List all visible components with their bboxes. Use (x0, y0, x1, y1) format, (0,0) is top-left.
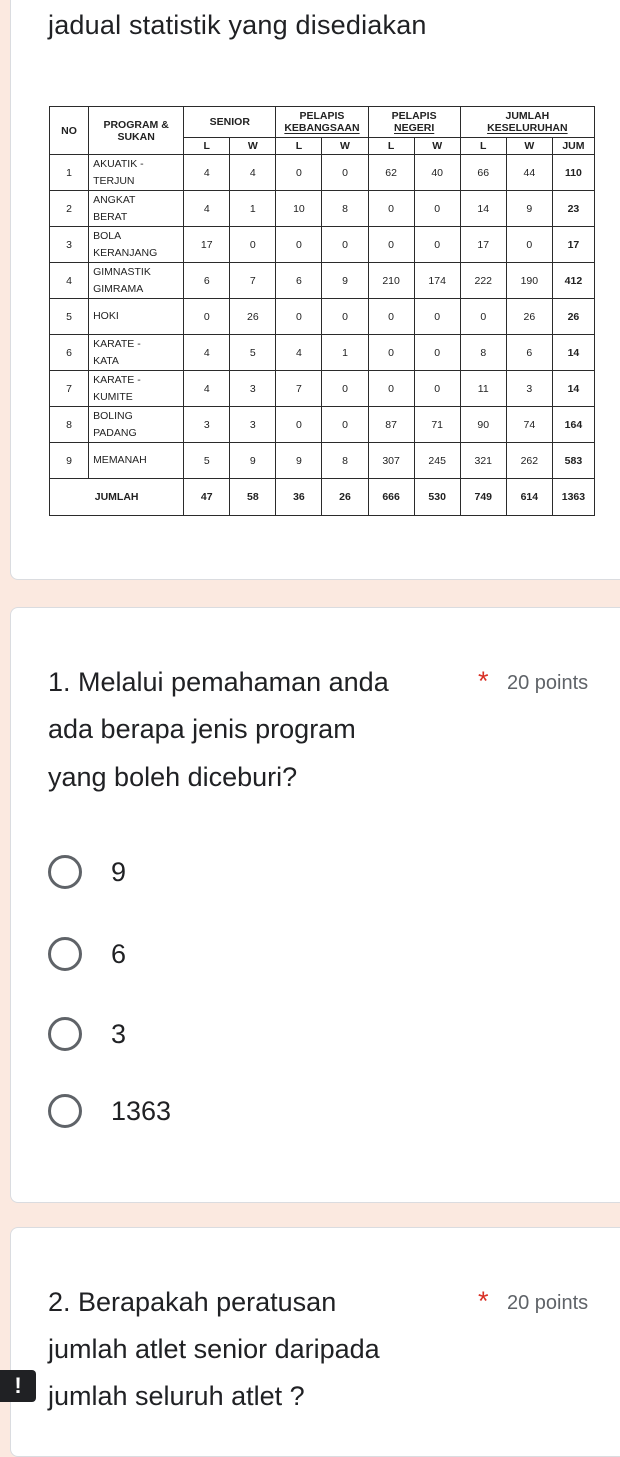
table-cell: 66 (460, 155, 506, 191)
table-cell: 0 (276, 299, 322, 335)
total-label: JUMLAH (50, 479, 184, 516)
total-cell: 26 (322, 479, 368, 516)
table-cell: 307 (368, 443, 414, 479)
required-asterisk: * (478, 666, 489, 696)
table-cell: 222 (460, 263, 506, 299)
table-cell: 14 (552, 371, 594, 407)
header-pelapis-kebangsaan: PELAPIS KEBANGSAAN (276, 107, 368, 138)
intro-text: jadual statistik yang disediakan (48, 10, 427, 40)
question-1-line-3: yang boleh diceburi? (48, 762, 298, 792)
table-cell: 1 (322, 335, 368, 371)
table-cell: 0 (414, 335, 460, 371)
table-cell: 190 (506, 263, 552, 299)
table-cell: 174 (414, 263, 460, 299)
table-cell: 3 (184, 407, 230, 443)
total-cell: 666 (368, 479, 414, 516)
radio-button[interactable] (48, 1017, 82, 1051)
table-cell: 0 (368, 371, 414, 407)
question-2-line-3: jumlah seluruh atlet ? (48, 1381, 305, 1411)
subheader-cell: W (322, 138, 368, 155)
option-6[interactable]: 6 (48, 934, 126, 974)
table-cell: 87 (368, 407, 414, 443)
table-cell: 3 (506, 371, 552, 407)
table-cell: 0 (322, 299, 368, 335)
total-cell: 47 (184, 479, 230, 516)
program-name: BOLING PADANG (89, 407, 184, 443)
table-cell: 245 (414, 443, 460, 479)
table-cell: 7 (276, 371, 322, 407)
program-name: GIMNASTIK GIMRAMA (89, 263, 184, 299)
table-cell: 0 (414, 371, 460, 407)
total-cell: 614 (506, 479, 552, 516)
table-cell: 17 (184, 227, 230, 263)
question-1-line-1: 1. Melalui pemahaman anda (48, 667, 389, 697)
program-name: BOLA KERANJANG (89, 227, 184, 263)
total-row (50, 479, 595, 516)
row-number: 1 (50, 155, 89, 191)
table-cell: 4 (276, 335, 322, 371)
table-cell: 6 (506, 335, 552, 371)
row-number: 3 (50, 227, 89, 263)
table-cell: 4 (184, 371, 230, 407)
table-cell: 0 (506, 227, 552, 263)
table-cell: 210 (368, 263, 414, 299)
table-cell: 583 (552, 443, 594, 479)
table-cell: 321 (460, 443, 506, 479)
table-cell: 0 (368, 335, 414, 371)
table-cell: 9 (230, 443, 276, 479)
table-cell: 8 (322, 191, 368, 227)
option-3[interactable]: 3 (48, 1014, 126, 1054)
question-2-points: 20 points (507, 1292, 589, 1314)
table-cell: 7 (230, 263, 276, 299)
table-cell: 0 (276, 155, 322, 191)
table-cell: 0 (230, 227, 276, 263)
table-cell: 23 (552, 191, 594, 227)
subheader-cell: W (230, 138, 276, 155)
table-cell: 9 (322, 263, 368, 299)
table-row (50, 263, 595, 299)
table-cell: 164 (552, 407, 594, 443)
header-pelapis-negeri: PELAPIS NEGERI (368, 107, 460, 138)
table-cell: 4 (230, 155, 276, 191)
table-cell: 1 (230, 191, 276, 227)
table-cell: 17 (552, 227, 594, 263)
table-cell: 26 (552, 299, 594, 335)
table-cell: 0 (322, 371, 368, 407)
subheader-cell: JUM (552, 138, 594, 155)
question-2-line-2: jumlah atlet senior daripada (48, 1334, 380, 1364)
table-cell: 0 (414, 299, 460, 335)
question-2-line-1: 2. Berapakah peratusan (48, 1287, 337, 1317)
subheader-cell: L (184, 138, 230, 155)
table-row (50, 191, 595, 227)
table-cell: 0 (414, 227, 460, 263)
table-cell: 17 (460, 227, 506, 263)
table-cell: 0 (368, 299, 414, 335)
table-cell: 0 (322, 407, 368, 443)
table-cell: 0 (460, 299, 506, 335)
radio-button[interactable] (48, 1094, 82, 1128)
table-cell: 8 (322, 443, 368, 479)
required-asterisk: * (478, 1286, 489, 1316)
option-1363[interactable]: 1363 (48, 1091, 171, 1131)
table-cell: 4 (184, 335, 230, 371)
header-program: PROGRAM & SUKAN (89, 107, 184, 155)
table-cell: 26 (230, 299, 276, 335)
table-cell: 9 (276, 443, 322, 479)
table-cell: 14 (460, 191, 506, 227)
table-cell: 0 (322, 227, 368, 263)
total-cell: 530 (414, 479, 460, 516)
table-cell: 0 (322, 155, 368, 191)
table-cell: 9 (506, 191, 552, 227)
table-cell: 0 (414, 191, 460, 227)
table-cell: 110 (552, 155, 594, 191)
table-cell: 3 (230, 371, 276, 407)
table-cell: 26 (506, 299, 552, 335)
table-cell: 4 (184, 155, 230, 191)
subheader-cell: W (414, 138, 460, 155)
table-cell: 0 (276, 227, 322, 263)
radio-button[interactable] (48, 937, 82, 971)
header-jumlah-keseluruhan: JUMLAH KESELURUHAN (460, 107, 594, 138)
table-cell: 14 (552, 335, 594, 371)
program-name: MEMANAH (89, 443, 184, 479)
row-number: 9 (50, 443, 89, 479)
table-cell: 6 (276, 263, 322, 299)
row-number: 7 (50, 371, 89, 407)
total-cell: 1363 (552, 479, 594, 516)
subheader-cell: L (368, 138, 414, 155)
subheader-cell: W (506, 138, 552, 155)
program-name: KARATE - KATA (89, 335, 184, 371)
table-cell: 71 (414, 407, 460, 443)
table-cell: 0 (368, 227, 414, 263)
table-cell: 3 (230, 407, 276, 443)
program-name: HOKI (89, 299, 184, 335)
program-name: ANGKAT BERAT (89, 191, 184, 227)
table-cell: 90 (460, 407, 506, 443)
row-number: 6 (50, 335, 89, 371)
table-row (50, 443, 595, 479)
warning-icon[interactable]: ! (0, 1370, 36, 1402)
statistics-table (49, 106, 595, 516)
total-cell: 58 (230, 479, 276, 516)
table-cell: 0 (368, 191, 414, 227)
table-cell: 8 (460, 335, 506, 371)
table-row (50, 371, 595, 407)
table-row (50, 155, 595, 191)
table-cell: 0 (276, 407, 322, 443)
table-row (50, 299, 595, 335)
table-cell: 44 (506, 155, 552, 191)
question-1-points: 20 points (507, 672, 589, 694)
table-row (50, 335, 595, 371)
table-row (50, 407, 595, 443)
header-senior: SENIOR (184, 107, 276, 138)
table-cell: 62 (368, 155, 414, 191)
row-number: 2 (50, 191, 89, 227)
table-cell: 5 (230, 335, 276, 371)
table-cell: 6 (184, 263, 230, 299)
table-cell: 40 (414, 155, 460, 191)
table-cell: 4 (184, 191, 230, 227)
total-cell: 749 (460, 479, 506, 516)
header-no: NO (50, 107, 89, 155)
table-cell: 0 (184, 299, 230, 335)
program-name: KARATE - KUMITE (89, 371, 184, 407)
option-9[interactable]: 9 (48, 852, 126, 892)
row-number: 4 (50, 263, 89, 299)
subheader-cell: L (460, 138, 506, 155)
table-cell: 5 (184, 443, 230, 479)
row-number: 8 (50, 407, 89, 443)
radio-button[interactable] (48, 855, 82, 889)
table-cell: 74 (506, 407, 552, 443)
subheader-cell: L (276, 138, 322, 155)
table-cell: 412 (552, 263, 594, 299)
total-cell: 36 (276, 479, 322, 516)
program-name: AKUATIK - TERJUN (89, 155, 184, 191)
table-cell: 262 (506, 443, 552, 479)
row-number: 5 (50, 299, 89, 335)
question-1-line-2: ada berapa jenis program (48, 714, 356, 744)
table-cell: 10 (276, 191, 322, 227)
table-row (50, 227, 595, 263)
table-cell: 11 (460, 371, 506, 407)
